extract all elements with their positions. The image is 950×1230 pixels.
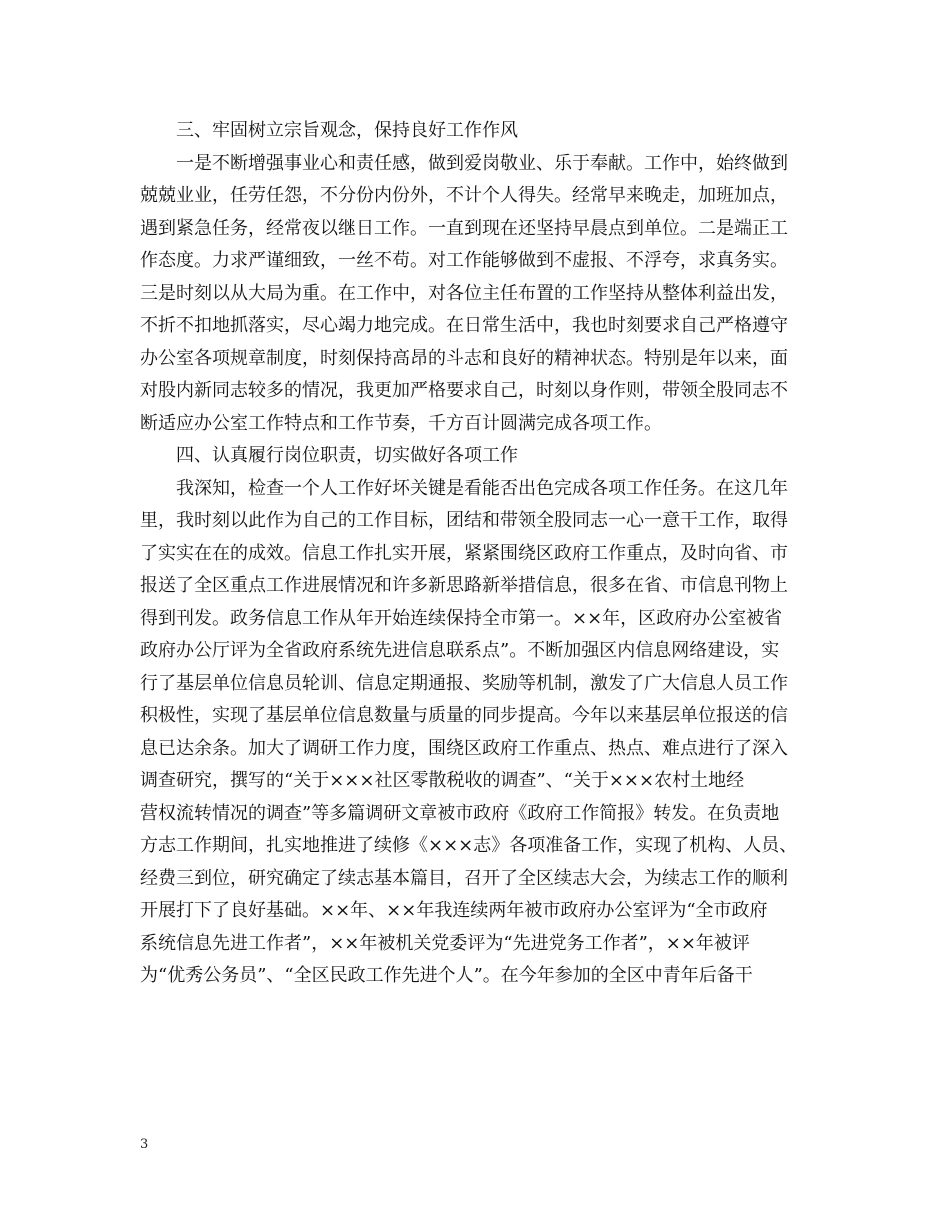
text-line: 调查研究，撰写的“关于×××社区零散税收的调查”、“关于×××农村土地经 (140, 770, 745, 791)
text-line: 息已达余条。加大了调研工作力度，围绕区政府工作重点、热点、难点进行了深入 (140, 737, 788, 759)
text-line: 不折不扣地抓落实，尽心竭力地完成。在日常生活中，我也时刻要求自己严格遵守 (140, 315, 788, 336)
text-line: 三、牢固树立宗旨观念，保持良好工作作风 (176, 120, 518, 141)
text-line: 积极性，实现了基层单位信息数量与质量的同步提高。今年以来基层单位报送的信 (140, 705, 788, 726)
text-line: 经费三到位，研究确定了续志基本篇目，召开了全区续志大会，为续志工作的顺利 (140, 867, 788, 889)
text-line: 我深知，检查一个人工作好坏关键是看能否出色完成各项工作任务。在这几年 (176, 477, 788, 499)
text-line: 一是不断增强事业心和责任感，做到爱岗敬业、乐于奉献。工作中，始终做到 (176, 152, 788, 174)
text-line: 政府办公厅评为全省政府系统先进信息联系点”。不断加强区内信息网络建设，实 (140, 640, 780, 661)
text-line: 了实实在在的成效。信息工作扎实开展，紧紧围绕区政府工作重点，及时向省、市 (140, 542, 788, 564)
text-line: 行了基层单位信息员轮训、信息定期通报、奖励等机制，激发了广大信息人员工作 (140, 672, 788, 694)
text-line: 对股内新同志较多的情况，我更加严格要求自己，时刻以身作则，带领全股同志不 (140, 380, 788, 401)
text-line: 报送了全区重点工作进展情况和许多新思路新举措信息，很多在省、市信息刊物上 (140, 575, 788, 596)
text-line: 里，我时刻以此作为自己的工作目标，团结和带领全股同志一心一意干工作，取得 (140, 510, 788, 531)
text-line: 断适应办公室工作特点和工作节奏，千方百计圆满完成各项工作。 (140, 412, 662, 434)
text-line: 为“优秀公务员”、“全区民政工作先进个人”。在今年参加的全区中青年后备干 (140, 965, 753, 986)
text-line: 营权流转情况的调查”等多篇调研文章被市政府《政府工作简报》转发。在负责地 (140, 802, 780, 824)
text-line: 开展打下了良好基础。××年、××年我连续两年被市政府办公室评为“全市政府 (140, 900, 768, 921)
text-line: 遇到紧急任务，经常夜以继日工作。一直到现在还坚持早晨点到单位。二是端正工 (140, 217, 788, 239)
text-line: 兢兢业业，任劳任怨，不分份内份外，不计个人得失。经常早来晚走，加班加点， (140, 185, 788, 206)
page-number: 3 (140, 1137, 149, 1152)
text-line: 得到刊发。政务信息工作从年开始连续保持全市第一。××年，区政府办公室被省 (140, 607, 783, 629)
text-line: 四、认真履行岗位职责，切实做好各项工作 (176, 445, 518, 466)
text-line: 三是时刻以从大局为重。在工作中，对各位主任布置的工作坚持从整体利益出发， (140, 282, 788, 304)
text-line: 作态度。力求严谨细致，一丝不苟。对工作能够做到不虚报、不浮夸，求真务实。 (140, 250, 788, 271)
document-body (140, 115, 820, 993)
text-line: 方志工作期间，扎实地推进了续修《×××志》各项准备工作，实现了机构、人员、 (140, 835, 798, 856)
text-line: 办公室各项规章制度，时刻保持高昂的斗志和良好的精神状态。特别是年以来，面 (140, 347, 788, 369)
text-line: 系统信息先进工作者”，××年被机关党委评为“先进党务工作者”，××年被评 (140, 932, 750, 954)
